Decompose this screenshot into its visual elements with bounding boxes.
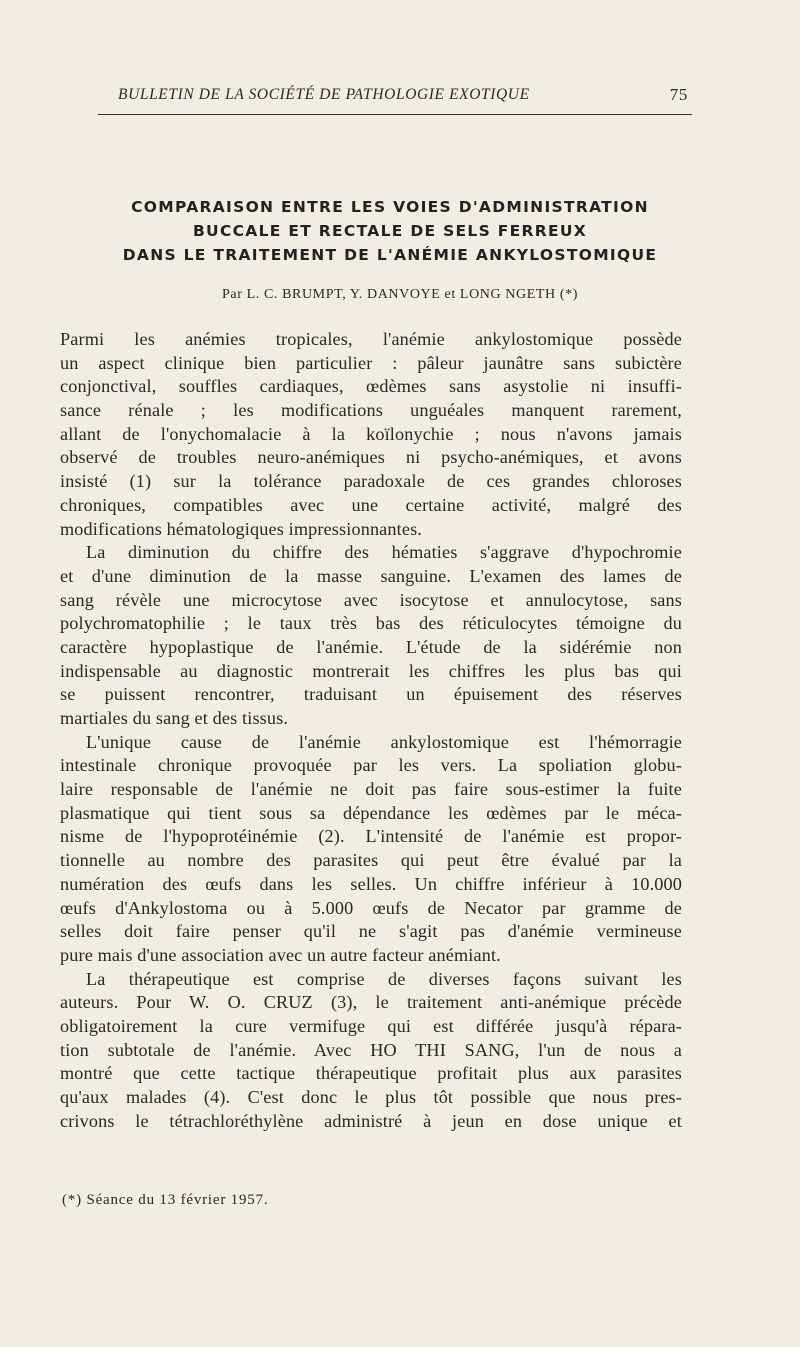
body-line: obligatoirement la cure vermifuge qui est différée jusqu'à répara- (60, 1015, 682, 1036)
body-line: caractère hypoplastique de l'anémie. L'étude de la sidérémie non (60, 636, 682, 657)
body-line: intestinale chronique provoquée par les vers. La spoliation globu- (60, 755, 682, 776)
body-line: laire responsable de l'anémie ne doit pas faire sous-estimer la fuite (60, 779, 682, 800)
body-line: conjonctival, souffles cardiaques, œdèmes sans asystolie ni insuffi- (60, 376, 682, 397)
journal-title: BULLETIN DE LA SOCIÉTÉ DE PATHOLOGIE EXOTIQUE (118, 86, 530, 103)
body-line: numération des œufs dans les selles. Un chiffre inférieur à 10.000 (60, 873, 682, 894)
body-line: chroniques, compatibles avec une certaine activité, malgré des (60, 494, 682, 515)
article-body (60, 328, 682, 1133)
body-line: modifications hématologiques impressionnantes. (60, 518, 422, 539)
body-line: auteurs. Pour W. O. CRUZ (3), le traitement anti-anémique précède (60, 992, 682, 1013)
title-line: DANS LE TRAITEMENT DE L'ANÉMIE ANKYLOSTOMIQUE (122, 246, 658, 264)
body-line: pure mais d'une association avec un autre facteur anémiant. (60, 944, 501, 965)
body-line: martiales du sang et des tissus. (60, 708, 289, 728)
body-line: et d'une diminution de la masse sanguine. L'examen des lames de (60, 565, 682, 586)
body-line: tion subtotale de l'anémie. Avec HO THI SANG, l'un de nous a (60, 1039, 682, 1060)
body-line: crivons le tétrachloréthylène administré à jeun en dose unique et (60, 1110, 682, 1131)
body-line: plasmatique qui tient sous sa dépendance les œdèmes par le méca- (60, 802, 682, 823)
body-line: se puissent rencontrer, traduisant un épuisement des réserves (60, 684, 682, 705)
body-line: L'unique cause de l'anémie ankylostomique est l'hémorragie (86, 731, 682, 752)
body-line: polychromatophilie ; le taux très bas des réticulocytes témoigne du (60, 613, 682, 634)
title-line: COMPARAISON ENTRE LES VOIES D'ADMINISTRATION (131, 198, 649, 216)
body-line: un aspect clinique bien particulier : pâleur jaunâtre sans subictère (60, 352, 682, 373)
header-rule (98, 114, 692, 115)
article-title (30, 195, 750, 267)
running-header (60, 84, 688, 110)
body-line: qu'aux malades (4). C'est donc le plus tôt possible que nous pres- (60, 1087, 682, 1107)
body-line: sang révèle une microcytose avec isocytose et annulocytose, sans (60, 589, 682, 610)
body-line: La diminution du chiffre des hématies s'aggrave d'hypochromie (86, 542, 682, 563)
body-line: indispensable au diagnostic montrerait les chiffres les plus bas qui (60, 660, 682, 681)
body-line: tionnelle au nombre des parasites qui peut être évalué par la (60, 850, 682, 871)
author-byline: Par L. C. BRUMPT, Y. DANVOYE et LONG NGETH (*) (222, 287, 578, 302)
title-line: BUCCALE ET RECTALE DE SELS FERREUX (192, 222, 588, 240)
footnote: (*) Séance du 13 février 1957. (62, 1192, 269, 1208)
body-line: insisté (1) sur la tolérance paradoxale de ces grandes chloroses (60, 471, 682, 492)
body-line: allant de l'onychomalacie à la koïlonychie ; nous n'avons jamais (60, 423, 682, 444)
body-line: selles doit faire penser qu'il ne s'agit pas d'anémie vermineuse (60, 921, 682, 942)
body-line: œufs d'Ankylostoma ou à 5.000 œufs de Necator par gramme de (60, 897, 682, 918)
page-number: 75 (669, 85, 688, 104)
body-line: montré que cette tactique thérapeutique profitait plus aux parasites (60, 1063, 682, 1084)
body-line: La thérapeutique est comprise de diverses façons suivant les (86, 968, 682, 989)
body-line: nisme de l'hypoprotéinémie (2). L'intensité de l'anémie est propor- (60, 826, 682, 847)
body-line: sance rénale ; les modifications unguéales manquent rarement, (60, 400, 682, 421)
body-line: observé de troubles neuro-anémiques ni psycho-anémiques, et avons (60, 447, 682, 468)
body-line: Parmi les anémies tropicales, l'anémie ankylostomique possède (60, 329, 682, 349)
